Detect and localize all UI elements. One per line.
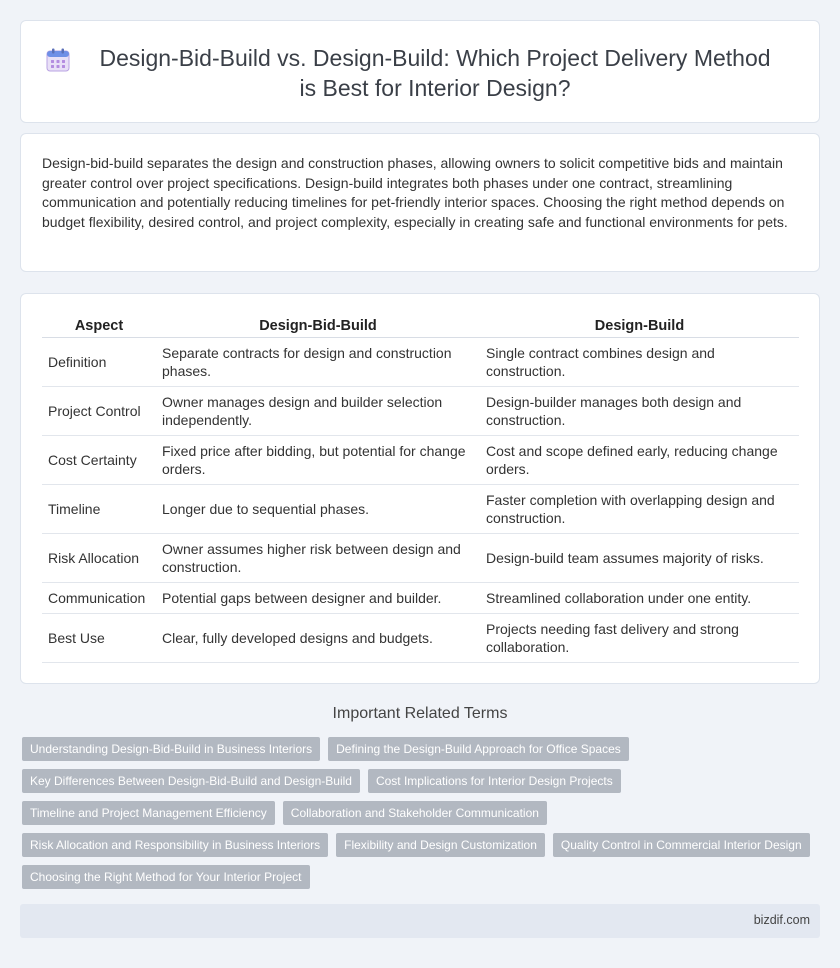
aspect-cell: Definition bbox=[42, 337, 156, 386]
aspect-cell: Best Use bbox=[42, 613, 156, 662]
table-row bbox=[42, 613, 799, 662]
related-term-tag[interactable]: Defining the Design-Build Approach for Office Spaces bbox=[328, 737, 629, 761]
design-build-cell: Streamlined collaboration under one entity. bbox=[480, 582, 799, 613]
table-row bbox=[42, 337, 799, 386]
design-build-cell: Design-builder manages both design and construction. bbox=[480, 386, 799, 435]
related-term-tag[interactable]: Flexibility and Design Customization bbox=[336, 833, 545, 857]
header-design-build: Design-Build bbox=[480, 313, 799, 337]
related-term-tag[interactable]: Understanding Design-Bid-Build in Business Interiors bbox=[22, 737, 320, 761]
aspect-cell: Communication bbox=[42, 582, 156, 613]
intro-card bbox=[20, 133, 820, 272]
table-row bbox=[42, 582, 799, 613]
aspect-cell: Cost Certainty bbox=[42, 435, 156, 484]
design-build-cell: Single contract combines design and construction. bbox=[480, 337, 799, 386]
comparison-table-card bbox=[20, 293, 820, 684]
title-card bbox=[20, 20, 820, 123]
header-aspect: Aspect bbox=[42, 313, 156, 337]
table-header-row bbox=[42, 313, 799, 337]
header-design-bid-build: Design-Bid-Build bbox=[156, 313, 480, 337]
design-build-cell: Design-build team assumes majority of risks. bbox=[480, 533, 799, 582]
design-bid-build-cell: Owner manages design and builder selection independently. bbox=[156, 386, 480, 435]
related-term-tag[interactable]: Cost Implications for Interior Design Projects bbox=[368, 769, 621, 793]
related-term-tag[interactable]: Key Differences Between Design-Bid-Build and Design-Build bbox=[22, 769, 360, 793]
design-bid-build-cell: Clear, fully developed designs and budgets. bbox=[156, 613, 480, 662]
aspect-cell: Risk Allocation bbox=[42, 533, 156, 582]
page-title: Design-Bid-Build vs. Design-Build: Which Project Delivery Method is Best for Interior Design? bbox=[99, 45, 771, 101]
design-build-cell: Cost and scope defined early, reducing change orders. bbox=[480, 435, 799, 484]
table-row bbox=[42, 386, 799, 435]
site-link[interactable]: bizdif.com bbox=[753, 913, 810, 927]
table-row bbox=[42, 533, 799, 582]
design-bid-build-cell: Potential gaps between designer and builder. bbox=[156, 582, 480, 613]
related-terms-list bbox=[22, 737, 822, 897]
intro-paragraph: Design-bid-build separates the design and construction phases, allowing owners to solicit competitive bids and maintain greater control over project specifications. Design-build integrates both phases under one contract, streamlining communication and potentially reducing timelines for pet-friendly interior spaces. Choosing the right method depends on budget flexibility, desired control, and project complexity, especially in creating safe and functional environments for pets. bbox=[42, 155, 788, 230]
design-bid-build-cell: Separate contracts for design and construction phases. bbox=[156, 337, 480, 386]
related-term-tag[interactable]: Risk Allocation and Responsibility in Business Interiors bbox=[22, 833, 328, 857]
footer bbox=[20, 904, 820, 938]
design-bid-build-cell: Fixed price after bidding, but potential for change orders. bbox=[156, 435, 480, 484]
related-term-tag[interactable]: Timeline and Project Management Efficiency bbox=[22, 801, 275, 825]
comparison-table bbox=[42, 313, 799, 663]
aspect-cell: Timeline bbox=[42, 484, 156, 533]
design-bid-build-cell: Owner assumes higher risk between design and construction. bbox=[156, 533, 480, 582]
related-terms-heading: Important Related Terms bbox=[332, 705, 508, 722]
related-term-tag[interactable]: Collaboration and Stakeholder Communication bbox=[283, 801, 547, 825]
related-term-tag[interactable]: Quality Control in Commercial Interior Design bbox=[553, 833, 810, 857]
related-term-tag[interactable]: Choosing the Right Method for Your Interior Project bbox=[22, 865, 310, 889]
table-row bbox=[42, 435, 799, 484]
design-bid-build-cell: Longer due to sequential phases. bbox=[156, 484, 480, 533]
table-row bbox=[42, 484, 799, 533]
design-build-cell: Projects needing fast delivery and strong collaboration. bbox=[480, 613, 799, 662]
aspect-cell: Project Control bbox=[42, 386, 156, 435]
design-build-cell: Faster completion with overlapping design and construction. bbox=[480, 484, 799, 533]
